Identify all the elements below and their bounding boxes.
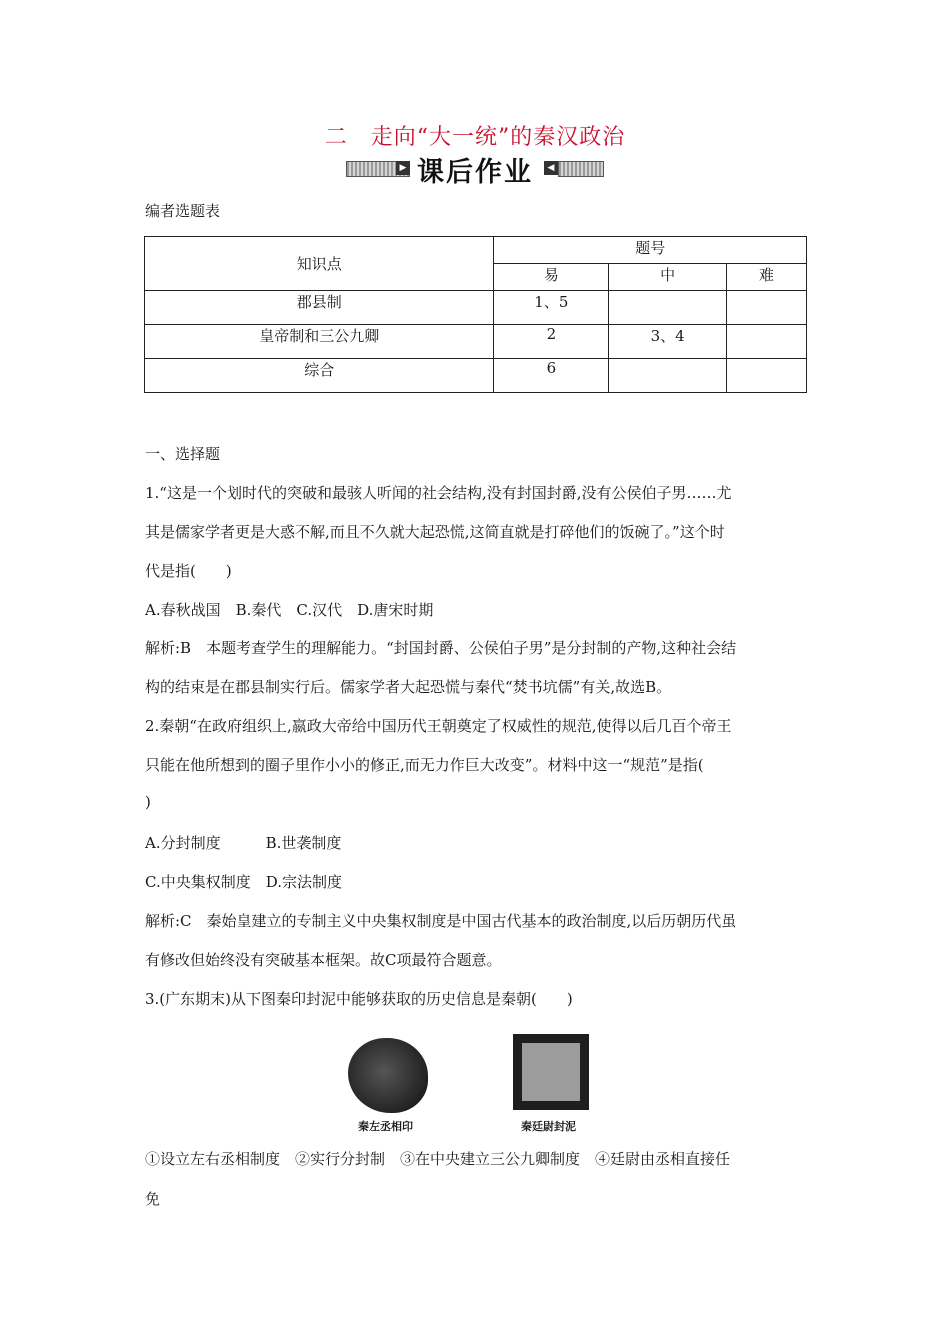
page-title: 二 走向“大一统”的秦汉政治 — [324, 125, 626, 150]
q3-stem: 3.(广东期末)从下图秦印封泥中能够获取的历史信息是秦朝( ) — [145, 990, 573, 1008]
q1-stem-line: 代是指( ) — [145, 562, 232, 580]
medium-cell: 3、4 — [609, 325, 727, 359]
q2-analysis-line: 解析:C 秦始皇建立的专制主义中央集权制度是中国古代基本的政治制度,以后历朝历代虽 — [145, 912, 737, 930]
q2-analysis-line: 有修改但始终没有突破基本框架。故C项最符合题意。 — [145, 951, 502, 969]
easy-cell: 1、5 — [494, 291, 609, 325]
homework-banner — [346, 152, 604, 186]
medium-cell — [609, 291, 727, 325]
seal-image-right — [513, 1034, 589, 1110]
banner-bar-right — [558, 161, 604, 177]
header-medium: 中 — [609, 264, 727, 291]
q2-stem-line: 只能在他所想到的圈子里作小小的修正,而无力作巨大改变”。材料中这一“规范”是指( — [145, 756, 704, 774]
q2-stem-line: ) — [145, 793, 151, 811]
seal-caption-right: 秦廷尉封泥 — [521, 1120, 576, 1133]
seal-images — [340, 1030, 610, 1140]
hard-cell — [727, 359, 807, 393]
table-row — [145, 291, 807, 325]
header-knowledge-point: 知识点 — [145, 237, 494, 291]
medium-cell — [609, 359, 727, 393]
easy-cell: 6 — [494, 359, 609, 393]
table-row — [145, 359, 807, 393]
q1-analysis-line: 解析:B 本题考查学生的理解能力。“封国封爵、公侯伯子男”是分封制的产物,这种社会结 — [145, 639, 737, 657]
banner-label: 课后作业 — [417, 157, 533, 188]
topic-cell: 郡县制 — [145, 291, 494, 325]
q2-options-row: A.分封制度 B.世袭制度 — [145, 834, 342, 852]
topic-cell: 综合 — [145, 359, 494, 393]
table-row — [145, 325, 807, 359]
q1-stem-line: 其是儒家学者更是大惑不解,而且不久就大起恐慌,这简直就是打碎他们的饭碗了。”这个时 — [145, 523, 725, 541]
play-left-icon: ◀ — [544, 161, 558, 175]
table-caption: 编者选题表 — [145, 202, 221, 220]
section-heading: 一、选择题 — [145, 445, 221, 463]
q2-stem-line: 2.秦朝“在政府组织上,嬴政大帝给中国历代王朝奠定了权威性的规范,使得以后几百个帝王 — [145, 717, 732, 735]
topic-cell: 皇帝制和三公九卿 — [145, 325, 494, 359]
hard-cell — [727, 325, 807, 359]
seal-image-left — [348, 1038, 428, 1113]
play-right-icon: ▶ — [396, 161, 410, 175]
seal-caption-left: 秦左丞相印 — [358, 1120, 413, 1133]
header-hard: 难 — [727, 264, 807, 291]
easy-cell: 2 — [494, 325, 609, 359]
question-selection-table — [144, 236, 807, 393]
header-question-number: 题号 — [494, 237, 807, 264]
q1-analysis-line: 构的结束是在郡县制实行后。儒家学者大起恐慌与秦代“焚书坑儒”有关,故选B。 — [145, 678, 672, 696]
q1-stem-line: 1.“这是一个划时代的突破和最骇人听闻的社会结构,没有封国封爵,没有公侯伯子男……尤 — [145, 484, 732, 502]
q1-options: A.春秋战国 B.秦代 C.汉代 D.唐宋时期 — [145, 601, 434, 619]
header-easy: 易 — [494, 264, 609, 291]
q2-options-row: C.中央集权制度 D.宗法制度 — [145, 873, 342, 891]
q3-choices-line: ①设立左右丞相制度 ②实行分封制 ③在中央建立三公九卿制度 ④廷尉由丞相直接任 — [145, 1150, 731, 1168]
hard-cell — [727, 291, 807, 325]
q3-choices-line: 免 — [145, 1190, 161, 1208]
